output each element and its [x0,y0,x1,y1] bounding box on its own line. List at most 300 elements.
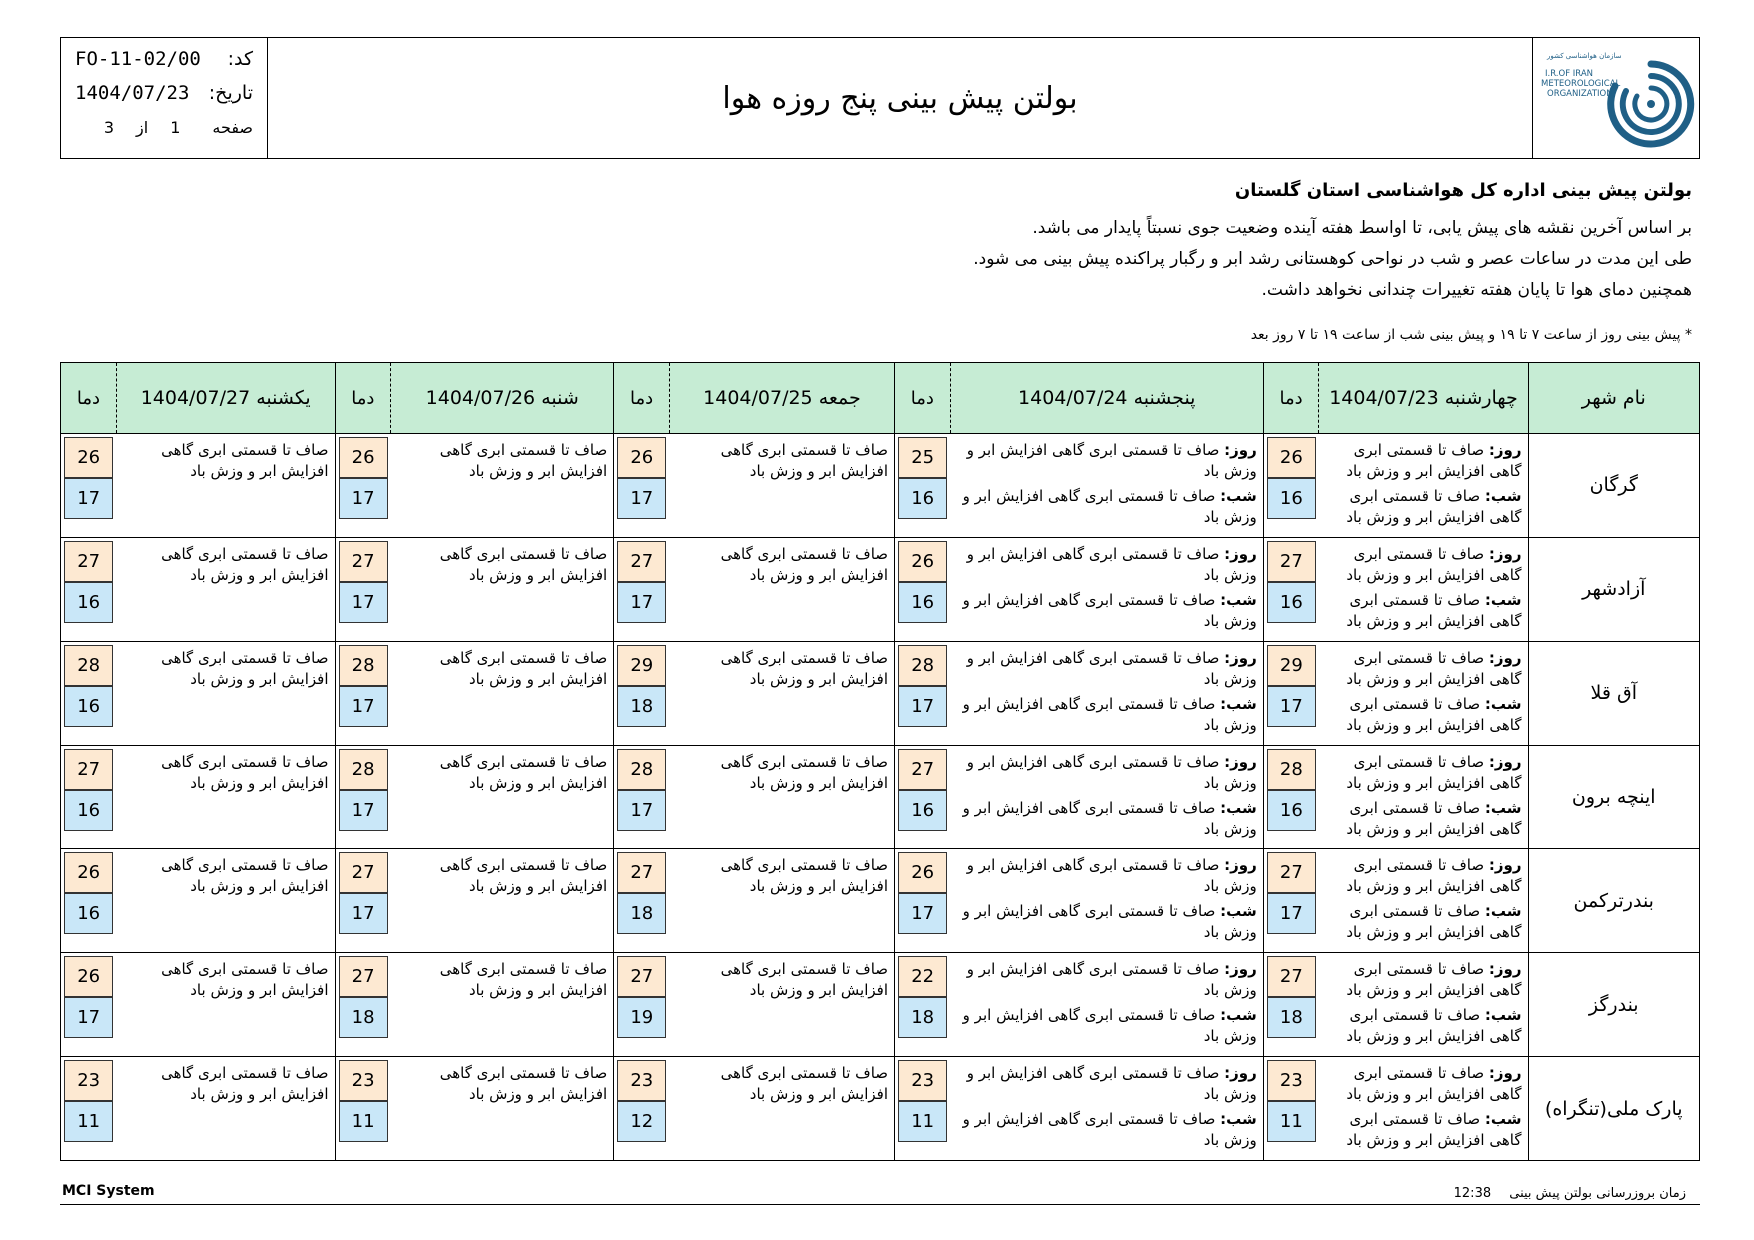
max-temp: 28 [339,645,388,686]
night-label: شب: [1220,902,1257,921]
day-label: روز: [1488,752,1522,771]
city-name: بندرگز [1528,953,1700,1057]
day-text: صاف تا قسمتی ابری گاهی افزایش ابر و وزش باد [1346,752,1522,792]
temperature-cell [61,745,117,849]
min-temp: 17 [898,686,947,727]
min-temp: 18 [898,997,947,1038]
night-forecast [958,798,1257,840]
forecast-text [391,849,614,953]
temperature-cell [335,953,391,1057]
temperature-cell [61,434,117,538]
intro-line-3: همچنین دمای هوا تا پایان هفته تغییرات چندانی نخواهد داشت. [1261,280,1692,300]
min-temp: 11 [339,1101,388,1142]
day-text: صاف تا قسمتی ابری گاهی افزایش ابر و وزش باد [720,544,889,584]
max-temp: 26 [64,852,113,893]
night-text: صاف تا قسمتی ابری گاهی افزایش ابر و وزش باد [962,902,1257,942]
forecast-text [950,1057,1263,1161]
city-name: پارک ملی(تنگراه) [1528,1057,1700,1161]
temperature-cell [61,849,117,953]
night-forecast [1327,590,1522,632]
logo-en-3: ORGANIZATION [1547,89,1613,99]
night-label: شب: [1220,1110,1257,1129]
min-temp: 17 [617,790,666,831]
max-temp: 23 [898,1060,947,1101]
day-forecast [1327,752,1522,794]
day-text: صاف تا قسمتی ابری گاهی افزایش ابر و وزش باد [161,856,329,896]
code-label: کد: [227,48,253,70]
night-label: شب: [1220,487,1257,505]
day-forecast [958,959,1257,1001]
day-text: صاف تا قسمتی ابری گاهی افزایش ابر و وزش باد [1346,856,1522,896]
min-temp: 17 [898,893,947,934]
day-text: صاف تا قسمتی ابری گاهی افزایش ابر و وزش باد [720,1064,889,1104]
day-text: صاف تا قسمتی ابری گاهی افزایش ابر و وزش باد [439,856,608,896]
min-temp: 16 [64,582,113,623]
day-label: روز: [1488,441,1522,459]
temperature-cell [1263,641,1319,745]
night-text: صاف تا قسمتی ابری گاهی افزایش ابر و وزش باد [962,487,1257,526]
night-text: صاف تا قسمتی ابری گاهی افزایش ابر و وزش باد [962,1110,1257,1150]
min-temp: 16 [898,478,947,519]
update-info [1454,1186,1686,1201]
night-text: صاف تا قسمتی ابری گاهی افزایش ابر و وزش باد [1346,590,1522,630]
temperature-cell [614,1057,670,1161]
forecast-text [116,537,335,641]
temperature-cell [1263,849,1319,953]
night-label: شب: [1484,1110,1522,1129]
logo-en-2: METEOROLOGICAL [1541,79,1621,89]
max-temp: 26 [898,852,947,893]
min-temp: 17 [64,997,113,1038]
bulletin-header [60,37,1700,159]
forecast-text [116,1057,335,1161]
day-text: صاف تا قسمتی ابری گاهی افزایش ابر و وزش باد [966,544,1257,584]
min-temp: 17 [1267,686,1316,727]
temp-header: دما [61,363,117,434]
max-temp: 22 [898,956,947,997]
min-temp: 16 [1267,790,1316,831]
night-forecast [958,901,1257,943]
temp-header: دما [335,363,391,434]
day-label: روز: [1224,1064,1257,1083]
max-temp: 27 [617,956,666,997]
temperature-cell [61,953,117,1057]
max-temp: 29 [1267,645,1316,686]
forecast-text [669,953,894,1057]
max-temp: 26 [64,956,113,997]
forecast-text [669,434,894,538]
day-text: صاف تا قسمتی ابری گاهی افزایش ابر و وزش باد [161,648,329,688]
day-header-2: پنجشنبه 1404/07/24 [950,363,1263,434]
city-name: آزادشهر [1528,537,1700,641]
max-temp: 28 [617,749,666,790]
night-forecast [958,486,1257,528]
temperature-cell [335,849,391,953]
night-label: شب: [1220,1006,1257,1025]
day-text: صاف تا قسمتی ابری گاهی افزایش ابر و وزش باد [439,960,608,1000]
temperature-cell [895,953,951,1057]
forecast-text [391,434,614,538]
temp-header: دما [614,363,670,434]
day-forecast [958,855,1257,897]
day-label: روز: [1224,960,1257,979]
min-temp: 11 [1267,1101,1316,1142]
temperature-cell [335,434,391,538]
day-header-4: شنبه 1404/07/26 [391,363,614,434]
min-temp: 17 [339,893,388,934]
page-number: 1 [170,118,181,137]
max-temp: 25 [898,437,947,478]
max-temp: 26 [64,437,113,478]
date-value: 1404/07/23 [75,82,190,104]
max-temp: 27 [1267,956,1316,997]
max-temp: 27 [617,852,666,893]
day-text: صاف تا قسمتی ابری گاهی افزایش ابر و وزش باد [439,752,608,792]
day-label: روز: [1488,856,1522,875]
table-row [61,641,1700,745]
day-forecast [958,440,1257,482]
forecast-text [950,537,1263,641]
day-label: روز: [1224,752,1257,771]
min-temp: 18 [617,686,666,727]
night-text: صاف تا قسمتی ابری گاهی افزایش ابر و وزش باد [1346,902,1522,942]
temperature-cell [61,1057,117,1161]
day-text: صاف تا قسمتی ابری گاهی افزایش ابر و وزش باد [439,648,608,688]
min-temp: 17 [339,790,388,831]
min-temp: 17 [617,582,666,623]
day-forecast [1327,959,1522,1001]
table-row [61,745,1700,849]
temperature-cell [1263,537,1319,641]
max-temp: 27 [898,749,947,790]
day-forecast [958,752,1257,794]
forecast-text [669,849,894,953]
day-text: صاف تا قسمتی ابری گاهی افزایش ابر و وزش باد [720,441,889,480]
temperature-cell [335,641,391,745]
page-of: از [136,118,149,137]
min-temp: 19 [617,997,666,1038]
city-name: گرگان [1528,434,1700,538]
day-text: صاف تا قسمتی ابری گاهی افزایش ابر و وزش باد [1346,1064,1522,1104]
day-forecast [958,1063,1257,1105]
forecast-text [950,641,1263,745]
day-text: صاف تا قسمتی ابری گاهی افزایش ابر و وزش باد [161,960,329,1000]
forecast-rows [61,434,1700,1161]
day-text: صاف تا قسمتی ابری گاهی افزایش ابر و وزش باد [1346,648,1522,688]
temperature-cell [614,745,670,849]
night-forecast [958,1109,1257,1151]
day-label: روز: [1488,960,1522,979]
forecast-text [1319,1057,1528,1161]
day-text: صاف تا قسمتی ابری گاهی افزایش ابر و وزش باد [966,752,1257,792]
night-text: صاف تا قسمتی ابری گاهی افزایش ابر و وزش باد [962,1006,1257,1046]
night-forecast [1327,694,1522,736]
forecast-text [669,537,894,641]
day-header-5: یکشنبه 1404/07/27 [116,363,335,434]
time-note: * پیش بینی روز از ساعت ۷ تا ۱۹ و پیش بینی شب از ساعت ۱۹ تا ۷ روز بعد [1250,327,1692,343]
forecast-text [669,745,894,849]
night-text: صاف تا قسمتی ابری گاهی افزایش ابر و وزش باد [1346,694,1522,734]
temperature-cell [895,537,951,641]
temperature-cell [1263,1057,1319,1161]
table-row [61,849,1700,953]
day-label: روز: [1488,544,1522,563]
night-text: صاف تا قسمتی ابری گاهی افزایش ابر و وزش باد [962,798,1257,838]
day-text: صاف تا قسمتی ابری گاهی افزایش ابر و وزش باد [720,960,889,1000]
min-temp: 11 [898,1101,947,1142]
temperature-cell [61,537,117,641]
day-label: روز: [1224,856,1257,875]
night-label: شب: [1484,1006,1522,1025]
max-temp: 26 [1267,437,1316,478]
day-label: روز: [1224,544,1257,563]
night-text: صاف تا قسمتی ابری گاهی افزایش ابر و وزش باد [962,694,1257,734]
temperature-cell [895,641,951,745]
day-text: صاف تا قسمتی ابری گاهی افزایش ابر و وزش باد [966,856,1257,896]
night-forecast [1327,1109,1522,1151]
night-forecast [1327,901,1522,943]
forecast-text [950,434,1263,538]
temperature-cell [335,1057,391,1161]
update-label: زمان بروزرسانی بولتن پیش بینی [1509,1186,1686,1201]
min-temp: 17 [64,478,113,519]
night-text: صاف تا قسمتی ابری گاهی افزایش ابر و وزش باد [962,590,1257,630]
logo-en-1: I.R.OF IRAN [1545,69,1594,79]
day-text: صاف تا قسمتی ابری گاهی افزایش ابر و وزش باد [439,441,608,480]
temperature-cell [61,641,117,745]
date-label: تاریخ: [208,82,253,104]
day-text: صاف تا قسمتی ابری گاهی افزایش ابر و وزش باد [966,441,1257,480]
day-label: روز: [1488,1064,1522,1083]
max-temp: 26 [339,437,388,478]
header-row [61,363,1700,434]
intro-line-2: طی این مدت در ساعات عصر و شب در نواحی کوهستانی رشد ابر و رگبار پراکنده پیش بینی می شود. [973,249,1692,269]
forecast-text [116,745,335,849]
night-label: شب: [1484,487,1522,505]
temp-header: دما [895,363,951,434]
night-text: صاف تا قسمتی ابری گاهی افزایش ابر و وزش باد [1346,1006,1522,1046]
night-label: شب: [1220,590,1257,609]
forecast-text [669,641,894,745]
max-temp: 23 [339,1060,388,1101]
intro-line-1: بر اساس آخرین نقشه های پیش یابی، تا اواسط هفته آینده وضعیت جوی نسبتاً پایدار می باشد. [1032,218,1692,238]
temperature-cell [895,1057,951,1161]
day-header-3: جمعه 1404/07/25 [669,363,894,434]
temperature-cell [335,745,391,849]
table-row [61,434,1700,538]
max-temp: 23 [1267,1060,1316,1101]
day-forecast [1327,855,1522,897]
day-forecast [1327,544,1522,586]
min-temp: 18 [617,893,666,934]
temperature-cell [335,537,391,641]
night-label: شب: [1484,590,1522,609]
day-text: صاف تا قسمتی ابری گاهی افزایش ابر و وزش باد [161,544,329,584]
day-text: صاف تا قسمتی ابری گاهی افزایش ابر و وزش باد [720,752,889,792]
forecast-text [116,434,335,538]
city-name: بندرترکمن [1528,849,1700,953]
logo-fa-text: سازمان هواشناسی کشور [1547,52,1622,60]
day-label: روز: [1488,648,1522,667]
day-text: صاف تا قسمتی ابری گاهی افزایش ابر و وزش باد [161,441,329,480]
forecast-text [1319,745,1528,849]
day-text: صاف تا قسمتی ابری گاهی افزایش ابر و وزش باد [161,752,329,792]
temperature-cell [895,849,951,953]
min-temp: 12 [617,1101,666,1142]
day-forecast [958,544,1257,586]
table-row [61,537,1700,641]
forecast-text [116,849,335,953]
max-temp: 27 [64,541,113,582]
forecast-text [391,1057,614,1161]
day-forecast [958,648,1257,690]
bulletin-title: بولتن پیش بینی پنج روزه هوا [722,80,1078,116]
max-temp: 27 [1267,852,1316,893]
forecast-table [60,362,1700,1161]
night-label: شب: [1484,694,1522,713]
day-label: روز: [1224,441,1257,459]
max-temp: 28 [1267,749,1316,790]
max-temp: 27 [339,956,388,997]
max-temp: 26 [898,541,947,582]
night-forecast [958,1005,1257,1047]
min-temp: 16 [64,686,113,727]
day-forecast [1327,1063,1522,1105]
min-temp: 16 [64,790,113,831]
min-temp: 16 [1267,582,1316,623]
day-text: صاف تا قسمتی ابری گاهی افزایش ابر و وزش باد [720,856,889,896]
forecast-text [950,849,1263,953]
min-temp: 17 [339,686,388,727]
max-temp: 27 [339,852,388,893]
page-label: صفحه [212,118,253,137]
day-text: صاف تا قسمتی ابری گاهی افزایش ابر و وزش باد [1346,441,1522,480]
temperature-cell [614,537,670,641]
night-forecast [958,590,1257,632]
min-temp: 17 [617,478,666,519]
night-label: شب: [1484,798,1522,817]
forecast-text [1319,641,1528,745]
day-text: صاف تا قسمتی ابری گاهی افزایش ابر و وزش باد [966,1064,1257,1104]
max-temp: 27 [617,541,666,582]
max-temp: 26 [617,437,666,478]
max-temp: 27 [1267,541,1316,582]
day-forecast [1327,648,1522,690]
forecast-text [391,641,614,745]
max-temp: 28 [64,645,113,686]
city-name: آق قلا [1528,641,1700,745]
forecast-text [391,953,614,1057]
night-forecast [1327,798,1522,840]
day-text: صاف تا قسمتی ابری گاهی افزایش ابر و وزش باد [720,648,889,688]
min-temp: 17 [339,582,388,623]
table-row [61,953,1700,1057]
min-temp: 17 [1267,893,1316,934]
day-text: صاف تا قسمتی ابری گاهی افزایش ابر و وزش باد [966,960,1257,1000]
night-label: شب: [1484,902,1522,921]
max-temp: 27 [339,541,388,582]
forecast-text [669,1057,894,1161]
night-label: شب: [1220,694,1257,713]
day-text: صاف تا قسمتی ابری گاهی افزایش ابر و وزش باد [161,1064,329,1104]
max-temp: 23 [617,1060,666,1101]
min-temp: 18 [339,997,388,1038]
city-name: اینچه برون [1528,745,1700,849]
forecast-text [116,953,335,1057]
forecast-text [391,537,614,641]
night-text: صاف تا قسمتی ابری گاهی افزایش ابر و وزش باد [1346,798,1522,838]
office-title: بولتن پیش بینی اداره کل هواشناسی استان گلستان [1234,180,1692,201]
temp-header: دما [1263,363,1319,434]
day-header-1: چهارشنبه 1404/07/23 [1319,363,1528,434]
day-text: صاف تا قسمتی ابری گاهی افزایش ابر و وزش باد [1346,544,1522,584]
min-temp: 16 [898,790,947,831]
temperature-cell [895,745,951,849]
temperature-cell [614,434,670,538]
night-forecast [958,694,1257,736]
temperature-cell [614,641,670,745]
temperature-cell [1263,745,1319,849]
night-forecast [1327,1005,1522,1047]
update-time: 12:38 [1453,1186,1492,1201]
page-total: 3 [103,118,115,137]
night-text: صاف تا قسمتی ابری گاهی افزایش ابر و وزش باد [1346,487,1522,526]
day-text: صاف تا قسمتی ابری گاهی افزایش ابر و وزش باد [439,544,608,584]
forecast-text [950,953,1263,1057]
day-text: صاف تا قسمتی ابری گاهی افزایش ابر و وزش باد [966,648,1257,688]
day-text: صاف تا قسمتی ابری گاهی افزایش ابر و وزش باد [1346,960,1522,1000]
temperature-cell [1263,953,1319,1057]
footer-divider [60,1204,1700,1205]
code-value: FO-11-02/00 [75,48,201,70]
forecast-text [116,641,335,745]
night-forecast [1327,486,1522,528]
min-temp: 11 [64,1101,113,1142]
table-row [61,1057,1700,1161]
forecast-text [1319,434,1528,538]
night-text: صاف تا قسمتی ابری گاهی افزایش ابر و وزش باد [1346,1110,1522,1150]
irimo-logo [1533,38,1699,158]
min-temp: 18 [1267,997,1316,1038]
temperature-cell [614,953,670,1057]
temperature-cell [895,434,951,538]
forecast-text [391,745,614,849]
document-meta [61,38,267,158]
day-forecast [1327,440,1522,482]
spiral-logo-icon [1533,38,1699,158]
max-temp: 29 [617,645,666,686]
min-temp: 16 [64,893,113,934]
night-label: شب: [1220,798,1257,817]
temperature-cell [614,849,670,953]
forecast-text [1319,537,1528,641]
city-header: نام شهر [1528,363,1700,434]
max-temp: 28 [339,749,388,790]
min-temp: 16 [1267,478,1316,519]
temperature-cell [1263,434,1319,538]
forecast-text [1319,953,1528,1057]
max-temp: 28 [898,645,947,686]
system-name: MCI System [62,1183,155,1199]
day-text: صاف تا قسمتی ابری گاهی افزایش ابر و وزش باد [439,1064,608,1104]
forecast-text [1319,849,1528,953]
min-temp: 17 [339,478,388,519]
min-temp: 16 [898,582,947,623]
max-temp: 27 [64,749,113,790]
day-label: روز: [1224,648,1257,667]
forecast-text [950,745,1263,849]
max-temp: 23 [64,1060,113,1101]
